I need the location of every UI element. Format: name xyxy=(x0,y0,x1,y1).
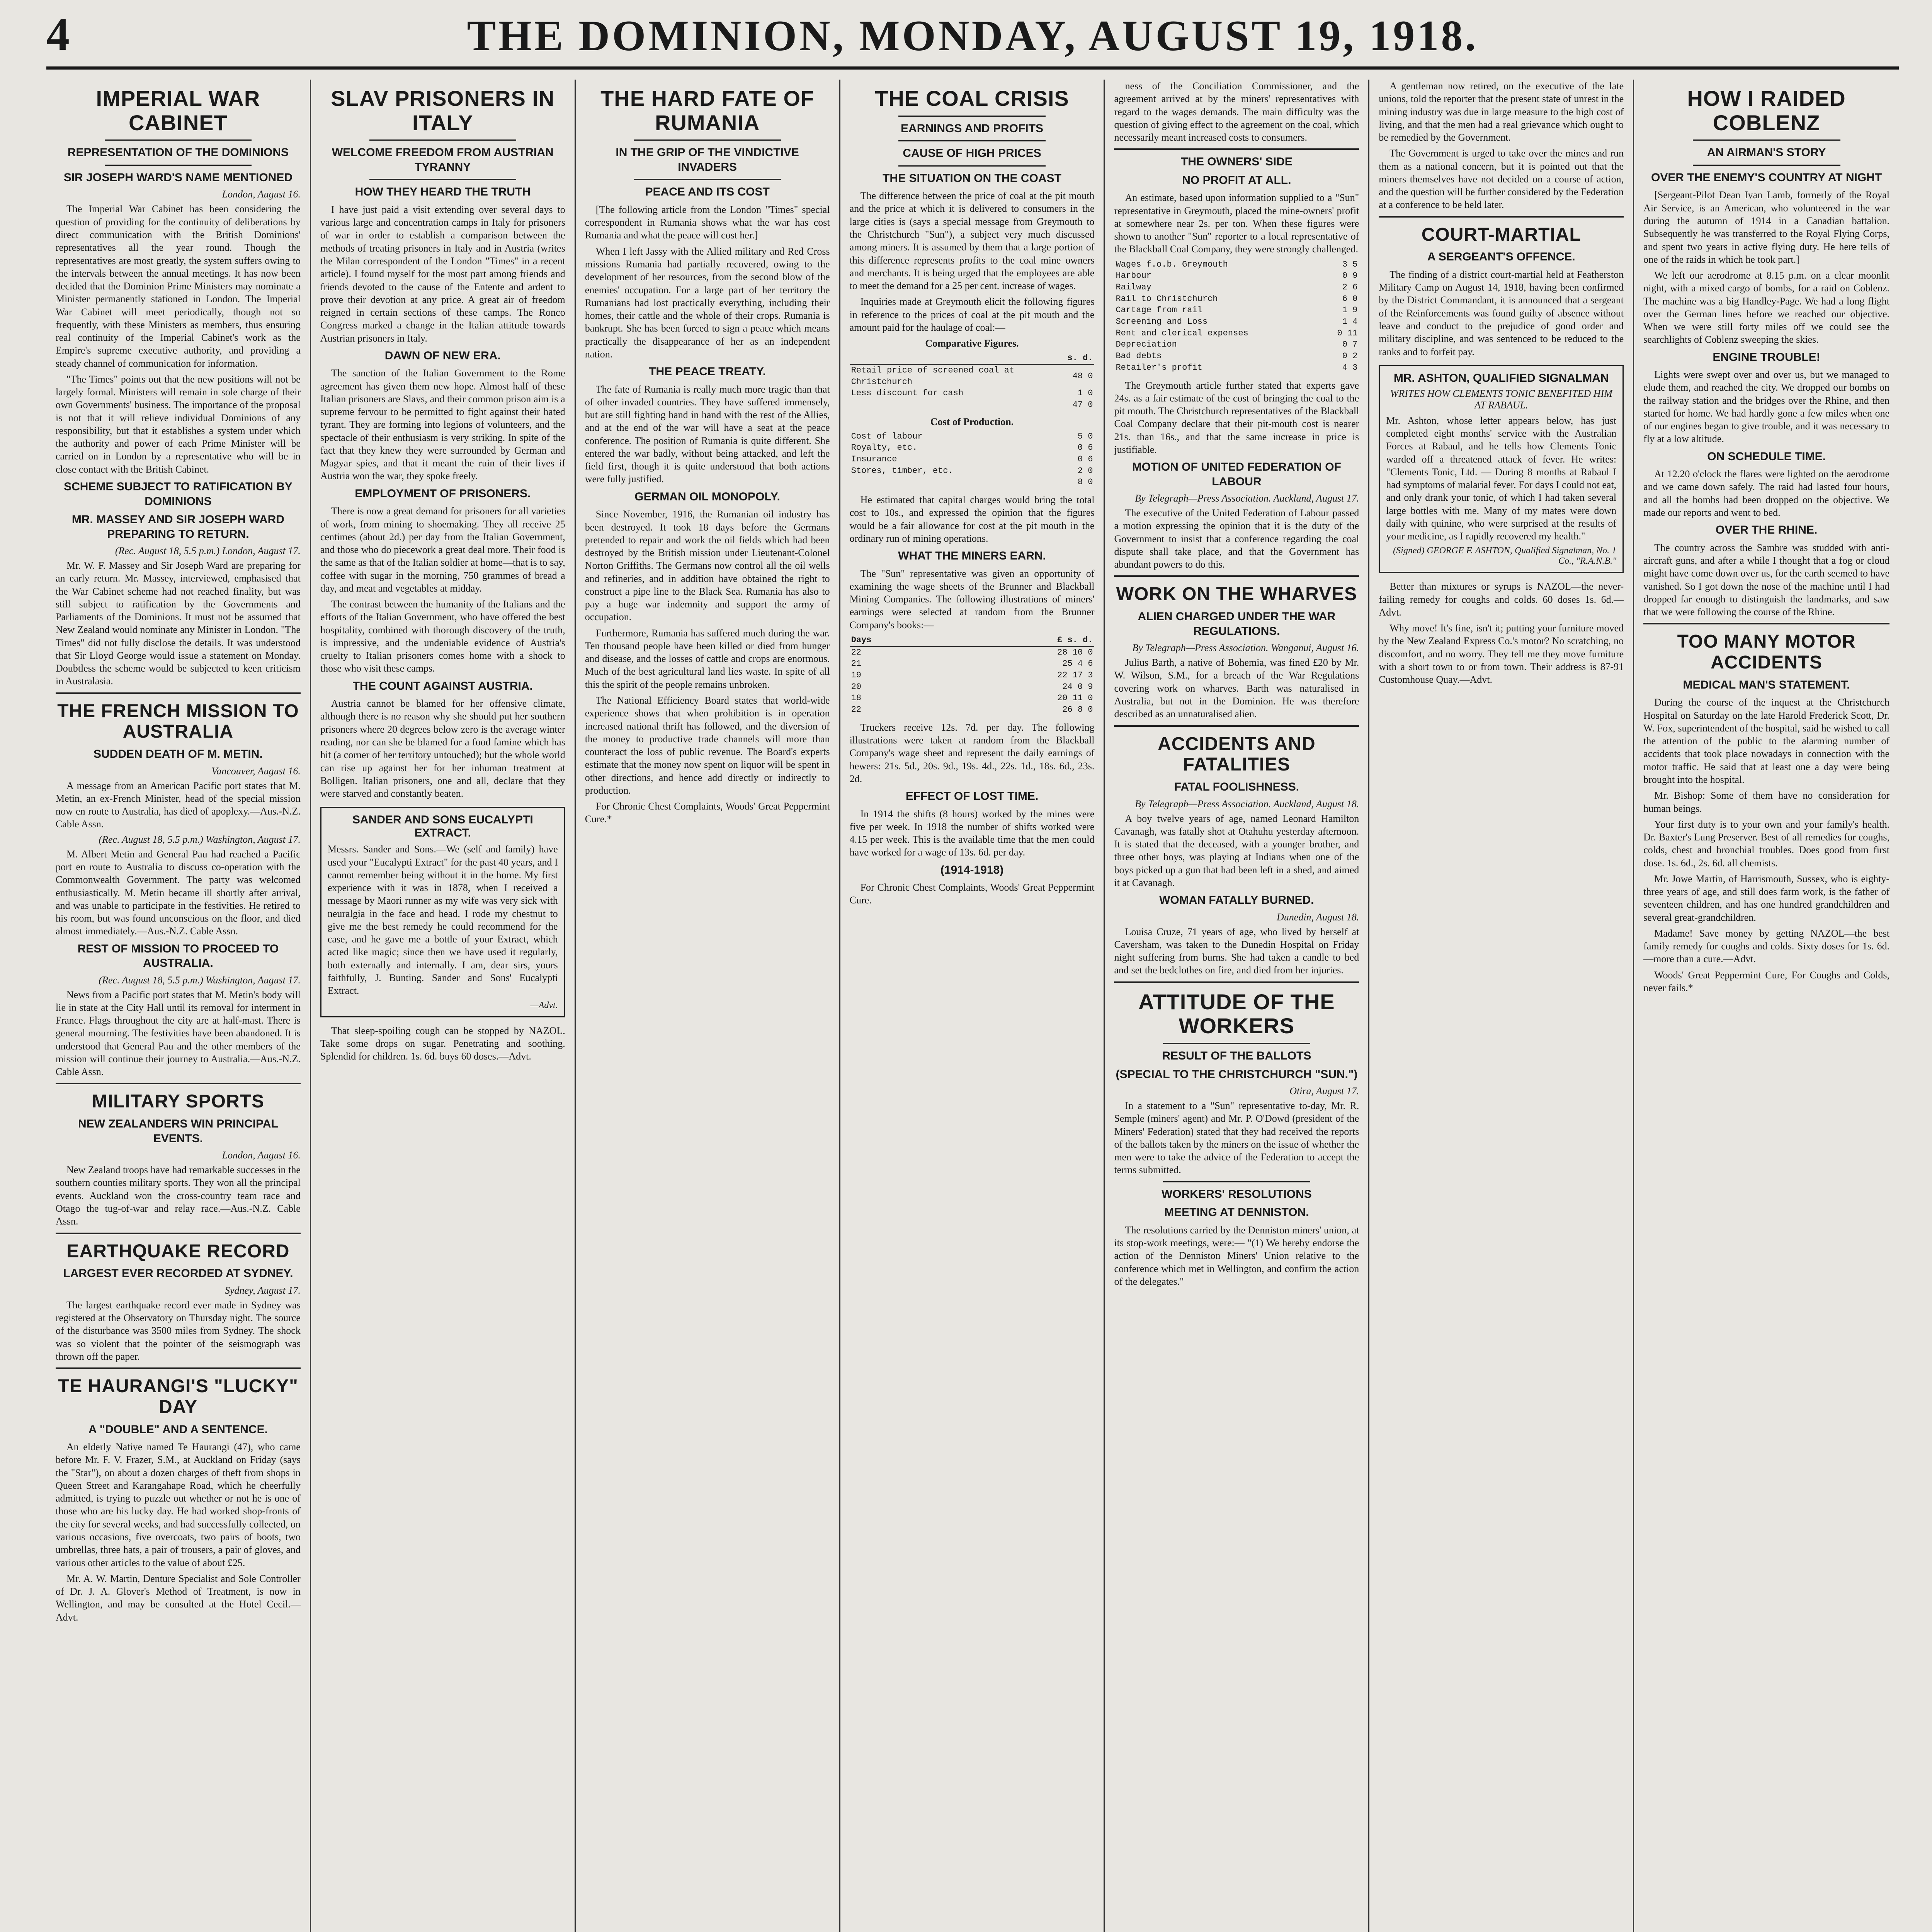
advertisement-text: Messrs. Sander and Sons.—We (self and family) have used your "Eucalypti Extract" for the past 40 years, and I cannot remember being without it in the home. My first experience with it was in 1878, when I received a message by Maori runner as my wife was very sick with neuralgia in the face and head. I rode my chestnut to give me the best remedy he could recommend for the case, and he gave me a bottle of your Extract, which acted like magic; since then we have used it regularly, both externally and internally. I am, dear sirs, yours faithfully, J. Bunting. Sander and Sons' Eucalypti Extract. xyxy=(327,844,558,997)
table-row: Insurance 0 6 xyxy=(851,454,1093,464)
miners-earnings-table xyxy=(850,634,1095,716)
article-paragraph: A message from an American Pacific port states that M. Metin, an ex-French Minister, head of the special mission now en route to Australia, has died of apoplexy.—Aus.-N.Z. Cable Assn. xyxy=(56,780,301,830)
article-paragraph: News from a Pacific port states that M. Metin's body will lie in state at the City Hall until its removal for interment in France. Flags throughout the city are at half-mast. There is general mourning. The festivities have been abandoned. It is understood that General Pau and the other members of the mission will continue their journey to Australia.—Aus.-N.Z. Cable Assn. xyxy=(56,989,301,1078)
divider xyxy=(898,165,1045,167)
subheadline: ALIEN CHARGED UNDER THE WAR REGULATIONS. xyxy=(1138,610,1336,638)
advertisement-text: Mr. A. W. Martin, Denture Specialist and Sole Controller of Dr. J. A. Glover's Method of Treatment, is now in Wellington, and may be consulted at the Hotel Cecil.—Advt. xyxy=(56,1573,301,1623)
subheadline: SIR JOSEPH WARD'S NAME MENTIONED xyxy=(63,171,293,184)
article-paragraph: The country across the Sambre was studded with anti-aircraft guns, and after a while I thought that a fog or cloud might have come down over us, for the earth seemed to have vanished. So I got down the nose of the machine until I had dropped far enough to distinguish the landmarks, and saw that we were following the course of the Rhine. xyxy=(1643,542,1890,618)
article-paragraph: An estimate, based upon information supplied to a "Sun" representative in Greymouth, placed the mine-owners' profit at somewhere near 2s. per ton. When these figures were shown to another "Sun" reporter to a local representative of the Blackball Coal Company, they were strongly challenged. xyxy=(1114,192,1359,255)
table-row: 20 24 0 9 xyxy=(851,682,1093,692)
table-row: Royalty, etc. 0 6 xyxy=(851,443,1093,453)
article-paragraph: A gentleman now retired, on the executive of the late unions, told the reporter that the present state of unrest in the mining industry was due in large measure to the high cost of living, and that the men had a real grievance which ought to be remedied by the Government. xyxy=(1379,80,1624,143)
article-paragraph: Inquiries made at Greymouth elicit the following figures in reference to the prices of coal at the pit mouth and the amount paid for the haulage of coal:— xyxy=(849,296,1095,333)
table-header-row: Days £ s. d. xyxy=(850,634,1095,646)
table-row: 47 0 xyxy=(1072,400,1093,410)
divider xyxy=(634,179,781,180)
page-number: 4 xyxy=(46,9,70,60)
subheadline: SCHEME SUBJECT TO RATIFICATION BY DOMINIONS xyxy=(64,480,293,508)
subheadline: THE SITUATION ON THE COAST xyxy=(883,172,1061,185)
subheadline: OVER THE ENEMY'S COUNTRY AT NIGHT xyxy=(1651,171,1882,184)
subheadline: WOMAN FATALLY BURNED. xyxy=(1159,894,1314,907)
dateline: London, August 16. xyxy=(222,189,301,200)
column-5 xyxy=(1105,80,1369,1932)
article-paragraph: The executive of the United Federation of Labour passed a motion expressing the opinion that it is the duty of the Government to insist that a conference regarding the coal dispute shall take place, and that the Government has abundant powers to do this. xyxy=(1114,507,1359,570)
masthead xyxy=(46,9,1899,70)
advertisement-text: Woods' Great Peppermint Cure, For Coughs and Colds, never fails.* xyxy=(1643,969,1890,993)
subheadline: PEACE AND ITS COST xyxy=(645,185,770,199)
divider xyxy=(56,1083,301,1084)
article-paragraph: [The following article from the London "Times" special correspondent in Rumania shows what the war has cost Rumania and what the peace will cost her.] xyxy=(585,204,830,241)
column-4 xyxy=(840,80,1105,1932)
dateline: By Telegraph—Press Association. Auckland, August 17. xyxy=(1135,493,1359,504)
article-paragraph: Mr. Bishop: Some of them have no consideration for human beings. xyxy=(1643,790,1890,814)
section-heading: OVER THE RHINE. xyxy=(1715,524,1818,537)
section-heading: GERMAN OIL MONOPOLY. xyxy=(634,490,780,503)
subheadline: MEDICAL MAN'S STATEMENT. xyxy=(1683,678,1850,691)
divider xyxy=(369,179,516,180)
subheadline: A SERGEANT'S OFFENCE. xyxy=(1427,250,1575,264)
advertisement-signature: —Advt. xyxy=(530,1000,558,1010)
article-paragraph: The difference between the price of coal at the pit mouth and the price at which it is delivered to consumers in the large cities is (says a special message from Greymouth to the Christchurch "Sun"), a subject very much discussed among miners. It is assumed by them that a large portion of this difference represents profits to the coal mine owners and merchants. It is being urged that the employees are able to meet the demand for a 25 per cent. increase of wages. xyxy=(849,190,1095,292)
article-paragraph: An elderly Native named Te Haurangi (47), who came before Mr. F. V. Frazer, S.M., at Auckland on Friday (says the "Star"), on about a dozen charges of theft from shops in Queen Street and Karangahape Road, which he cheerfully admitted, is trying to puzzle out whether or not he is one of those who are his lucky day. He had worked shop-fronts of the city for several weeks, and had successfully collected, on various occasions, five overcoats, two pairs of boots, two umbrellas, three hats, a pair of trousers, a pair of gloves, and various other articles to the value of about £25. xyxy=(56,1441,301,1568)
article-paragraph: I have just paid a visit extending over several days to various large and concentration camps in Italy for prisoners of war in order to establish a comparison between the methods of treating prisoners in Italy and in Austria (writes the Milan correspondent of the London "Times" in a recent article). I found myself for the most part among friends and friends devoted to the cause of the Entente and ardent to prove their devotion at any price. A great air of freedom reigned in certain sections of these camps. The Ronco Congress marked a change in the Italian attitude towards Austrian prisoners in Italy. xyxy=(320,204,565,344)
article-paragraph: The finding of a district court-martial held at Featherston Military Camp on August 14, 1918, having been confirmed by the District Commandant, it is announced that a sergeant of the Reinforcements was found guilty of absence without leave and conduct to the prejudice of good order and military discipline, and was sentenced to be reduced to the ranks and to forfeit pay. xyxy=(1379,269,1624,357)
divider xyxy=(1379,216,1624,218)
column-7 xyxy=(1634,80,1899,1932)
table-row: Rent and clerical expenses 0 11 xyxy=(1116,328,1358,338)
divider xyxy=(56,692,301,694)
divider xyxy=(1643,623,1889,624)
divider xyxy=(634,139,781,141)
table-row: 19 22 17 3 xyxy=(851,670,1093,680)
dateline: London, August 16. xyxy=(222,1150,301,1161)
section-heading: EMPLOYMENT OF PRISONERS. xyxy=(355,487,531,500)
divider xyxy=(1114,981,1359,983)
headline: TOO MANY MOTOR ACCIDENTS xyxy=(1677,631,1856,673)
article-paragraph: He estimated that capital charges would bring the total cost to 10s., and expressed the opinion that the figures would be a fair allowance for cost at the pit mouth in the ordinary run of mining operations. xyxy=(849,494,1095,544)
table-row: Harbour 0 9 xyxy=(1116,271,1358,281)
dateline: Dunedin, August 18. xyxy=(1277,911,1359,923)
headline: THE COAL CRISIS xyxy=(875,86,1069,111)
article-paragraph: The National Efficiency Board states that world-wide experience shows that when prohibition is in operation increased national thrift has followed, and the diversion of the money to productive trade channels will more than counteract the loss of public revenue. The Board's experts estimate that the money now spent on liquor will be spent in other directions, and hence add directly or indirectly to production. xyxy=(585,694,830,796)
article-paragraph: New Zealand troops have had remarkable successes in the southern counties military sports. They won all the principal events. Auckland won the cross-country team race and Otago the tug-of-war and relay race.—Aus.-N.Z. Cable Assn. xyxy=(56,1164,301,1227)
subheadline: HOW THEY HEARD THE TRUTH xyxy=(355,185,531,199)
section-heading: THE COUNT AGAINST AUSTRIA. xyxy=(352,679,533,692)
divider xyxy=(1114,725,1359,727)
dateline: Sydney, August 17. xyxy=(224,1284,301,1296)
article-paragraph: The Imperial War Cabinet has been considering the question of providing for the continuity of deliberations by direct communication with the British Dominions' representatives all the year round. Though the representatives are most greatly, the system suffers owing to the intervals between the annual meetings. It has now been decided that the Dominion Prime Ministers may nominate a Minister permanently stationed in London. The Imperial War Cabinet will meet periodically, though not so frequently, with these Ministers as members, thus ensuring real continuity of the Imperial Cabinet's work as the Empire's supreme executive authority, and providing a steady channel of communication for information. xyxy=(56,203,301,369)
headline: WORK ON THE WHARVES xyxy=(1116,584,1357,605)
table-row: Depreciation 0 7 xyxy=(1116,340,1358,350)
subheadline: CAUSE OF HIGH PRICES xyxy=(903,147,1041,160)
table-row: Railway 2 6 xyxy=(1116,282,1358,293)
subheadline: REST OF MISSION TO PROCEED TO AUSTRALIA. xyxy=(77,942,279,970)
table-row: 22 26 8 0 xyxy=(851,705,1093,715)
subheadline: WELCOME FREEDOM FROM AUSTRIAN TYRANNY xyxy=(332,146,554,173)
article-paragraph: There is now a great demand for prisoners for all varieties of work, from mining to shoemaking. They all receive 25 centimes (about 2d.) per day from the Italian Government, and those who do piecework a great deal more. Their food is the same as that of the Italian soldier at home—that is to say, coffee with sugar in the morning, 750 grammes of bread a day, and meat and vegetables at midday. xyxy=(320,505,565,594)
headline: SLAV PRISONERS IN ITALY xyxy=(331,86,555,135)
advertisement-text: For Chronic Chest Complaints, Woods' Great Peppermint Cure. xyxy=(849,882,1095,906)
subheadline: FATAL FOOLISHNESS. xyxy=(1174,781,1299,794)
article-paragraph: We left our aerodrome at 8.15 p.m. on a clear moonlit night, with a mixed cargo of bombs, for a raid on Coblenz. The machine was a big Handley-Page. We had a long flight over the German lines before we reached our objective. When we were still forty miles off we could see the searchlights of Coblenz sweeping the skies. xyxy=(1643,270,1890,345)
dateline: Vancouver, August 16. xyxy=(211,765,301,777)
divider xyxy=(1693,165,1840,166)
article-paragraph: The resolutions carried by the Denniston miners' union, at its stop-work meetings, were:— "(1) We hereby endorse the action of the Denniston Miners' Union relative to the conference which met in Wellington, and confirm the action of the delegates." xyxy=(1114,1224,1359,1287)
cost-of-production-table xyxy=(850,431,1095,488)
article-paragraph: In a statement to a "Sun" representative to-day, Mr. R. Semple (miners' agent) and Mr. P. O'Dowd (president of the Miners' Federation) stated that they had received the reports of the ballots taken by the miners on the issue of whether the men were to take the advice of the Federation to accept the terms submitted. xyxy=(1114,1100,1359,1176)
table-caption: Cost of Production. xyxy=(930,416,1014,427)
advertisement xyxy=(1379,365,1624,573)
columns xyxy=(46,80,1899,1932)
advertisement-text: For Chronic Chest Complaints, Woods' Great Peppermint Cure.* xyxy=(585,801,830,825)
article-paragraph: Austria cannot be blamed for her offensive climate, although there is no reason why she should put her southern prisoners where 20 degrees below zero is the average winter reading, nor can she be blamed for a food famine which has hit (a corner of her territory untouched); but the whole world can rise up against her for her inhuman treatment at Bolligen. Italian prisoners, one and all, declare that they were starved and constantly beaten. xyxy=(320,698,565,799)
subheadline: SUDDEN DEATH OF M. METIN. xyxy=(94,748,263,761)
coal-cost-table xyxy=(1114,259,1359,374)
article-paragraph: When I left Jassy with the Allied military and Red Cross missions Rumania had partially recovered, owing to the development of her resources, from the second blow of the enemies' occupation. For a large part of her territory the Rumanians had lost practically everything, including their homes, their cattle and the whole of their crops. Rumania is bankrupt. She has been forced to sign a peace which means practically the disappearance of her as an independent nation. xyxy=(585,245,830,360)
subheadline: WORKERS' RESOLUTIONS xyxy=(1161,1187,1312,1201)
dateline: (Rec. August 18, 5.5 p.m.) Washington, August 17. xyxy=(99,833,301,845)
column-1 xyxy=(46,80,311,1932)
table-caption: Comparative Figures. xyxy=(925,338,1019,349)
subheadline: REPRESENTATION OF THE DOMINIONS xyxy=(67,146,289,159)
article-paragraph: Lights were swept over and over us, but we managed to elude them, and reached the city. We dropped our bombs on the railway station and the bridges over the Rhine, and then started for home. We had hardly gone a few miles when one of our engines began to give trouble, and it was necessary to fly at a low altitude. xyxy=(1643,369,1890,445)
subheadline: MR. MASSEY AND SIR JOSEPH WARD PREPARING TO RETURN. xyxy=(71,513,284,541)
divider xyxy=(1163,1181,1310,1182)
dateline: Otira, August 17. xyxy=(1289,1085,1359,1097)
table-header-row: s. d. xyxy=(850,352,1095,364)
advertisement-text: Madame! Save money by getting NAZOL—the best family remedy for coughs and colds. Sixty doses for 1s. 6d. —more than a cure.—Advt. xyxy=(1643,927,1890,965)
table-row: 8 0 xyxy=(1077,477,1093,487)
divider xyxy=(105,165,252,166)
advertisement-text: That sleep-spoiling cough can be stopped by NAZOL. Take some drops on sugar. Penetrating and soothing. Splendid for children. 1s. 6d. buys 60 doses.—Advt. xyxy=(320,1025,565,1062)
article-paragraph: "The Times" points out that the new positions will not be largely formal. Ministers will remain in sole charge of their own Governments' business. The importance of the proposal is not that it will relieve individual Dominions of any responsibility, but that it establishes a system under which the authority and power of each Prime Minister will be carried on in London by a representative who will be in close contact with the British Cabinet. xyxy=(56,373,301,475)
table-row: Bad debts 0 2 xyxy=(1116,351,1358,361)
advertisement-subtitle: WRITES HOW CLEMENTS TONIC BENEFITED HIM AT RABAUL. xyxy=(1390,388,1612,411)
divider xyxy=(898,116,1045,117)
article-paragraph: Louisa Cruze, 71 years of age, who lived by herself at Caversham, was taken to the Dunedin Hospital on Friday night suffering from burns. She had taken a candle to bed and set the bedclothes on fire, and died from her injuries. xyxy=(1114,926,1359,976)
subheadline: (SPECIAL TO THE CHRISTCHURCH "SUN.") xyxy=(1116,1068,1358,1081)
advertisement xyxy=(320,807,565,1017)
advertisement-signature: (Signed) GEORGE F. ASHTON, Qualified Signalman, No. 1 Co., "R.A.N.B." xyxy=(1393,546,1617,566)
table-row: 21 25 4 6 xyxy=(851,659,1093,669)
subheadline: THE OWNERS' SIDE xyxy=(1180,155,1293,168)
table-row: 22 28 10 0 xyxy=(851,647,1093,657)
headline: ACCIDENTS AND FATALITIES xyxy=(1158,733,1316,775)
subheadline: RESULT OF THE BALLOTS xyxy=(1162,1049,1311,1063)
article-paragraph: Since November, 1916, the Rumanian oil industry has been destroyed. It took 18 days before the Germans pretended to repair and work the oil fields which had been destroyed by the British mission under Lieutenant-Colonel Norton Griffiths. The Germans now control all the oil wells and refineries, and in addition have obtained the right to construct a pipe line to the Black Sea. Rumania has also to pay a huge war indemnity and support the army of occupation. xyxy=(585,509,830,623)
dateline: By Telegraph—Press Association. Auckland, August 18. xyxy=(1135,798,1359,810)
section-heading: ENGINE TROUBLE! xyxy=(1713,350,1820,364)
table-row: Wages f.o.b. Greymouth 3 5 xyxy=(1116,259,1358,269)
headline: THE FRENCH MISSION TO AUSTRALIA xyxy=(57,701,299,742)
subheadline: MOTION OF UNITED FEDERATION OF LABOUR xyxy=(1132,461,1341,488)
article-paragraph: Mr. W. F. Massey and Sir Joseph Ward are preparing for an early return. Mr. Massey, interviewed, emphasised that the War Cabinet scheme had not reached finality, but was still subject to ratification by the Governments and Parliaments of the Dominions. It must not be assumed that New Zealand would nominate any Minister in London. "The Times" did not fully disclose the details. It was understood that Sir Lloyd George would issue a statement on Monday. Doubtless the scheme would be subjected to keen criticism in Australasia. xyxy=(56,560,301,687)
subheadline: MEETING AT DENNISTON. xyxy=(1164,1206,1309,1219)
divider xyxy=(1693,139,1840,141)
column-6 xyxy=(1369,80,1634,1932)
article-paragraph: Truckers receive 12s. 7d. per day. The following illustrations were taken at random from the Blackball Company's wage sheet and represent the daily earnings of hewers: 21s. 5d., 20s. 9d., 19s. 4d., 22s. 1d., 18s. 6d., 23s. 2d. xyxy=(849,721,1095,784)
column-2 xyxy=(311,80,576,1932)
divider xyxy=(898,140,1045,141)
table-row: 18 20 11 0 xyxy=(851,693,1093,703)
section-heading: DAWN OF NEW ERA. xyxy=(384,349,501,362)
article-paragraph: The contrast between the humanity of the Italians and the efforts of the Italian Government, who have offered the best hospitality, combined with thorough discovery of the truth, is impressive, and the undeniable evidence of Austria's cruelty to Italian prisoners comes home with a shock to those who visit these camps. xyxy=(320,599,565,674)
article-paragraph: [Sergeant-Pilot Dean Ivan Lamb, formerly of the Royal Air Service, is an American, who volunteered in the war during the autumn of 1914 in a Canadian battalion. Subsequently he was transferred to the Royal Flying Corps, and spent two years in active flying duty. He here tells of one of the raids in which he took part.] xyxy=(1643,189,1890,265)
article-paragraph: Mr. Jowe Martin, of Harrismouth, Sussex, who is eighty-three years of age, and still does farm work, is the father of seventeen children, and has one hundred grandchildren and several great-grandchildren. xyxy=(1643,873,1890,923)
advertisement-text: Mr. Ashton, whose letter appears below, has just completed eight months' service with the Australian Forces at Rabaul, and he tells how Clements Tonic warded off a threatened attack of fever. He writes: "Clements Tonic, Ltd. — During 8 months at Rabaul I had symptoms of malarial fever. For days I could not eat, and only drank your tonic, of which I had taken several large bottles with me. Many of my mates were down daily with quinine, who were surprised at the results of your medicine, as I rapidly recovered my health." xyxy=(1386,415,1617,542)
divider xyxy=(105,139,252,141)
table-row: Stores, timber, etc. 2 0 xyxy=(851,466,1093,476)
section-heading: WHAT THE MINERS EARN. xyxy=(898,549,1046,563)
subheadline: LARGEST EVER RECORDED AT SYDNEY. xyxy=(63,1267,293,1280)
advertisement-text: Why move! It's fine, isn't it; putting your furniture moved by the New Zealand Express Co.'s motor? No scratching, no discomfort, and no worry. They tell me they move furniture with a short town to or from town. Their address is 87-91 Customhouse Quay.—Advt. xyxy=(1379,622,1624,685)
article-paragraph: Julius Barth, a native of Bohemia, was fined £20 by Mr. W. Wilson, S.M., for a breach of the War Regulations covering work on wharves. Barth was naturalised in Australia, but not in the Dominion. He was therefore described as an unnaturalised alien. xyxy=(1114,657,1359,720)
table-row: Retail price of screened coal at Christchurch 48 0 xyxy=(851,365,1093,387)
comparative-figures-table xyxy=(850,352,1095,410)
headline: ATTITUDE OF THE WORKERS xyxy=(1138,989,1335,1038)
article-paragraph: Furthermore, Rumania has suffered much during the war. Ten thousand people have been killed or died from hunger and disease, and the losses of cattle and crops are enormous. Much of the best agricultural land lies waste. In spite of all this the spirit of the people remains unbroken. xyxy=(585,627,830,690)
article-paragraph: During the course of the inquest at the Christchurch Hospital on Saturday on the late Harold Frederick Scott, Dr. W. Fox, superintendent of the hospital, said he wished to call the attention of the public to the alarming number of accidents that took place nowadays in connection with the motor traffic. He said that at least one a day were being brought into the hospital. xyxy=(1643,697,1890,785)
article-paragraph: At 12.20 o'clock the flares were lighted on the aerodrome and we came down safely. The raid had lasted four hours, and all the bombs had been dropped on the objective. We made our reports and went to bed. xyxy=(1643,468,1890,519)
headline: TE HAURANGI'S "LUCKY" DAY xyxy=(58,1376,298,1417)
article-paragraph: The fate of Rumania is really much more tragic than that of other invaded countries. They have suffered immensely, but are still fighting hand in hand with the rest of the Allies, and at the end of the war will have a seat at the peace conference. The position of Rumania is quite different. She entered the war badly, without being attacked, and left the field first, though it is quite understood that both actions were fully justified. xyxy=(585,383,830,485)
article-paragraph: The largest earthquake record ever made in Sydney was registered at the Observatory on Thursday night. The source of the disturbance was 3500 miles from Sydney. The shock was so violent that the pointer of the seismograph was thrown off the paper. xyxy=(56,1299,301,1362)
headline: IMPERIAL WAR CABINET xyxy=(96,86,260,135)
subheadline: NO PROFIT AT ALL. xyxy=(1182,173,1291,187)
headline: HOW I RAIDED COBLENZ xyxy=(1687,86,1846,135)
headline: THE HARD FATE OF RUMANIA xyxy=(600,86,815,135)
subheadline: AN AIRMAN'S STORY xyxy=(1707,146,1826,159)
divider xyxy=(369,139,516,141)
divider xyxy=(1163,1043,1310,1044)
article-paragraph: The sanction of the Italian Government to the Rome agreement has given them new hope. Almost half of these Italian prisoners are Slavs, and their common prison aim is a supreme fervour to be permitted to fight against their hated tyrant. They are forming into legions of volunteers, and the spectacle of their enthusiasm is very striking. In spite of the fact that they knew they were surrounded by German and Magyar spies, and that it meant the ruin of their lives if Austria won the war, they spoke freely. xyxy=(320,367,565,482)
dateline: (Rec. August 18, 5.5 p.m.) London, August 17. xyxy=(115,545,301,557)
headline: COURT-MARTIAL xyxy=(1421,224,1581,245)
section-heading: (1914-1918) xyxy=(940,863,1004,876)
article-paragraph: A boy twelve years of age, named Leonard Hamilton Cavanagh, was fatally shot at Otahuhu yesterday afternoon. It is stated that the deceased, with a younger brother, and three other boys, was playing at Indians when one of the boys picked up a gun that had been left in a shed, and aimed it at Cavanagh. xyxy=(1114,813,1359,888)
article-paragraph: The Government is urged to take over the mines and run them as a national concern, but it is pointed out that the miners themselves have not decided on a course of action, and the question will be further considered by the Federation at a conference to be held later. xyxy=(1379,148,1624,211)
subheadline: EARNINGS AND PROFITS xyxy=(901,122,1043,135)
table-row: Cost of labour 5 0 xyxy=(851,431,1093,441)
headline: MILITARY SPORTS xyxy=(92,1091,264,1112)
column-3 xyxy=(576,80,840,1932)
divider xyxy=(56,1233,301,1234)
dateline: By Telegraph—Press Association. Wanganui, August 16. xyxy=(1132,642,1359,654)
table-row: Rail to Christchurch 6 0 xyxy=(1116,294,1358,304)
table-row: Cartage from rail 1 9 xyxy=(1116,305,1358,315)
advertisement-text: Your first duty is to your own and your family's health. Dr. Baxter's Lung Preserver. Best of all remedies for coughs, colds, chest and bronchial troubles. Does good from first dose. 1s. 6d., 2s. 6d. all chemists. xyxy=(1643,818,1890,869)
divider xyxy=(56,1367,301,1369)
section-heading: EFFECT OF LOST TIME. xyxy=(905,790,1039,803)
subheadline: NEW ZEALANDERS WIN PRINCIPAL EVENTS. xyxy=(78,1117,278,1145)
subheadline: A "DOUBLE" AND A SENTENCE. xyxy=(88,1423,268,1436)
table-row: Retailer's profit 4 3 xyxy=(1116,362,1358,372)
article-paragraph: The "Sun" representative was given an opportunity of examining the wage sheets of the Brunner and Blackball Mining Companies. The following illustrations of miners' earnings were selected at random from the Brunner Company's books:— xyxy=(849,568,1095,631)
article-paragraph: In 1914 the shifts (8 hours) worked by the mines were five per week. In 1918 the number of shifts worked were 4.15 per week. This is the available time that the men could have worked for a wage of 13s. 6d. per day. xyxy=(849,808,1095,858)
table-row: Less discount for cash 1 0 xyxy=(851,388,1093,398)
section-heading: THE PEACE TREATY. xyxy=(649,365,766,378)
subheadline: IN THE GRIP OF THE VINDICTIVE INVADERS xyxy=(616,146,799,173)
dateline: (Rec. August 18, 5.5 p.m.) Washington, August 17. xyxy=(99,974,301,986)
advertisement-title: MR. ASHTON, QUALIFIED SIGNALMAN xyxy=(1393,371,1609,384)
headline: EARTHQUAKE RECORD xyxy=(66,1241,290,1262)
article-paragraph: ness of the Conciliation Commissioner, and the agreement arrived at by the miners' representatives with regard to the wages demands. The main difficulty was the question of giving effect to the agreement on the coal, which necessarily meant increased costs to consumers. xyxy=(1114,80,1359,143)
article-paragraph: The Greymouth article further stated that experts gave 24s. as a fair estimate of the cost of bringing the coal to the pit mouth. The Christchurch representatives of the Blackball Coal Company declare that their pit-mouth cost is nearer 21s. than 16s., and that the same increase in price is justifiable. xyxy=(1114,379,1359,455)
article-paragraph: M. Albert Metin and General Pau had reached a Pacific port en route to Australia to discuss co-operation with the Commonwealth Government. The party was welcomed enthusiastically. M. Metin became ill shortly after arrival, and was unable to participate in the festivities. He retired to his room, but was found unconscious on the floor, and died almost immediately.—Aus.-N.Z. Cable Assn. xyxy=(56,848,301,937)
section-heading: ON SCHEDULE TIME. xyxy=(1707,450,1826,463)
divider xyxy=(1114,575,1359,577)
newspaper-title: THE DOMINION, MONDAY, AUGUST 19, 1918. xyxy=(467,12,1478,60)
divider xyxy=(1114,148,1359,150)
advertisement-title: SANDER AND SONS EUCALYPTI EXTRACT. xyxy=(352,813,533,840)
advertisement-text: Better than mixtures or syrups is NAZOL—the never-failing remedy for coughs and colds. 60 doses 1s. 6d.—Advt. xyxy=(1379,581,1624,618)
table-row: Screening and Loss 1 4 xyxy=(1116,317,1358,327)
